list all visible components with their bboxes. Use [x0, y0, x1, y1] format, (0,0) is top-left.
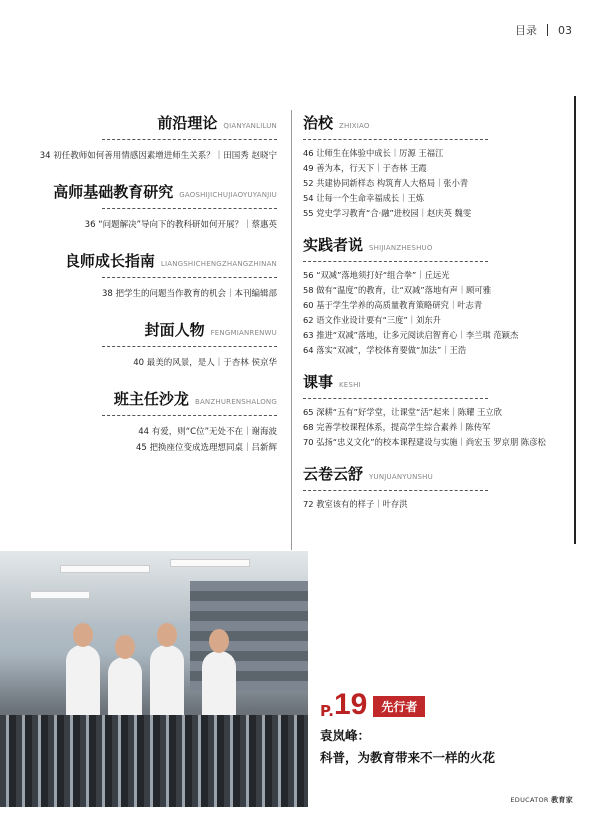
footer-en: EDUCATOR [510, 796, 549, 804]
section-gaoshi [20, 181, 277, 233]
page-footer [510, 795, 573, 805]
toc-entry[interactable]: 58 做有“温度”的教育，让“双减”落地有声｜顾可雅 [303, 285, 492, 295]
section-pinyin: FENGMIANRENWU [210, 329, 277, 337]
section-pinyin: BANZHURENSHALONG [194, 398, 277, 406]
section-title: 封面人物 [144, 321, 205, 339]
section-title: 治校 [303, 114, 334, 132]
section-pinyin: GAOSHIJICHUJIAOYUYANJIU [179, 191, 277, 199]
section-pinyin: KESHI [339, 381, 361, 389]
section-title: 高师基础教育研究 [53, 183, 174, 201]
dashed-rule [102, 139, 277, 140]
ceiling-lamp [60, 565, 150, 573]
section-title: 云卷云舒 [303, 465, 364, 483]
section-title: 前沿理论 [157, 114, 218, 132]
dashed-rule [303, 398, 488, 399]
dashed-rule [102, 346, 277, 347]
section-liangshi [20, 250, 277, 302]
ceiling-lamp [30, 591, 90, 599]
section-pinyin: QIANYANLILUN [223, 122, 277, 130]
right-edge-rule [574, 96, 576, 544]
feature-page-number: 19 [333, 688, 368, 721]
toc-entry[interactable]: 72 教室该有的样子｜叶存洪 [303, 499, 408, 509]
section-pinyin: YUNJUANYUNSHU [369, 473, 433, 481]
toc-entry[interactable]: 60 基于学生学养的高质量教育策略研究｜叶志青 [303, 300, 483, 310]
feature-page-prefix: P. [320, 702, 334, 720]
toc-entry[interactable]: 68 完善学校课程体系，提高学生综合素养｜陈传军 [303, 422, 491, 432]
toc-entry[interactable]: 44 有爱，则“C位”无处不在｜谢海波 [138, 427, 277, 437]
toc-entry[interactable]: 54 让每一个生命幸福成长｜王炼 [303, 193, 425, 203]
section-keshi [303, 371, 568, 450]
toc-entry[interactable]: 65 深耕“五有”好学堂，让课堂“活”起来｜陈耀 王立欣 [303, 407, 502, 417]
toc-entry[interactable]: 34 初任教师如何善用情感因素增进师生关系？｜田国秀 赵晓宁 [39, 151, 277, 161]
section-shijianzhe [303, 234, 568, 358]
section-title: 实践者说 [303, 236, 364, 254]
column-divider [291, 110, 292, 550]
toc-entry[interactable]: 62 语文作业设计要有“三度”｜刘东升 [303, 315, 441, 325]
section-zhixiao [303, 112, 568, 221]
section-pinyin: ZHIXIAO [339, 122, 370, 130]
left-column [20, 112, 277, 473]
header-divider [547, 24, 548, 36]
right-column [303, 112, 568, 525]
lab-photo [0, 551, 308, 807]
toc-entry[interactable]: 55 党史学习教育“合·融”进校园｜赵庆英 魏雯 [303, 208, 472, 218]
section-title: 良师成长指南 [64, 252, 155, 270]
dashed-rule [102, 208, 277, 209]
feature-tag: 先行者 [373, 696, 425, 717]
dashed-rule [102, 415, 277, 416]
section-pinyin: LIANGSHICHENGZHANGZHINAN [160, 260, 277, 268]
toc-entry[interactable]: 40 最美的风景，是人｜于杏林 侯京华 [133, 358, 277, 368]
dashed-rule [303, 139, 488, 140]
toc-entry[interactable]: 52 共建协同新样态 构筑育人大格局｜张小青 [303, 178, 469, 188]
feature-block[interactable] [320, 690, 560, 766]
toc-entry[interactable]: 46 让师生在体验中成长｜厉源 王福江 [303, 148, 444, 158]
toc-entry[interactable]: 64 落实“双减”，学校体育要做“加法”｜王浩 [303, 345, 467, 355]
toc-entry[interactable]: 70 弘扬“忠义文化”的校本课程建设与实施｜尚宏玉 罗京朋 陈彦松 [303, 437, 546, 447]
toc-entry[interactable]: 63 推进“双减”落地，让多元阅读启智育心｜李兰琪 范颖杰 [303, 330, 519, 340]
toc-entry[interactable]: 36 “问题解决”导向下的教科研如何开展？｜蔡惠英 [84, 220, 277, 230]
dashed-rule [303, 490, 488, 491]
toc-entry[interactable]: 45 把换座位变成选理想同桌｜吕新辉 [135, 443, 277, 453]
feature-subtitle: 科普，为教育带来不一样的火花 [320, 750, 496, 765]
page-header [515, 22, 572, 38]
page-number: 03 [558, 23, 572, 37]
section-pinyin: SHIJIANZHESHUO [369, 244, 433, 252]
section-title: 班主任沙龙 [113, 390, 189, 408]
dashed-rule [102, 277, 277, 278]
section-title: 课事 [303, 373, 334, 391]
contents-title: 目录 [515, 24, 537, 37]
toc-entry[interactable]: 56 “双减”落地须打好“组合拳”｜丘远光 [303, 270, 450, 280]
ceiling-lamp [170, 559, 250, 567]
section-fengmian [20, 319, 277, 371]
section-banzhuren [20, 388, 277, 456]
toc-entry[interactable]: 38 把学生的问题当作教育的机会｜本刊编辑部 [101, 289, 277, 299]
section-qianyan [20, 112, 277, 164]
toc-entry[interactable]: 49 善为本，行天下｜于杏林 王霞 [303, 163, 427, 173]
dashed-rule [303, 261, 488, 262]
section-yunjuan [303, 463, 568, 512]
feature-name: 袁岚峰： [320, 728, 371, 743]
footer-cn: 教育家 [551, 796, 573, 804]
optics-bench [0, 715, 308, 807]
